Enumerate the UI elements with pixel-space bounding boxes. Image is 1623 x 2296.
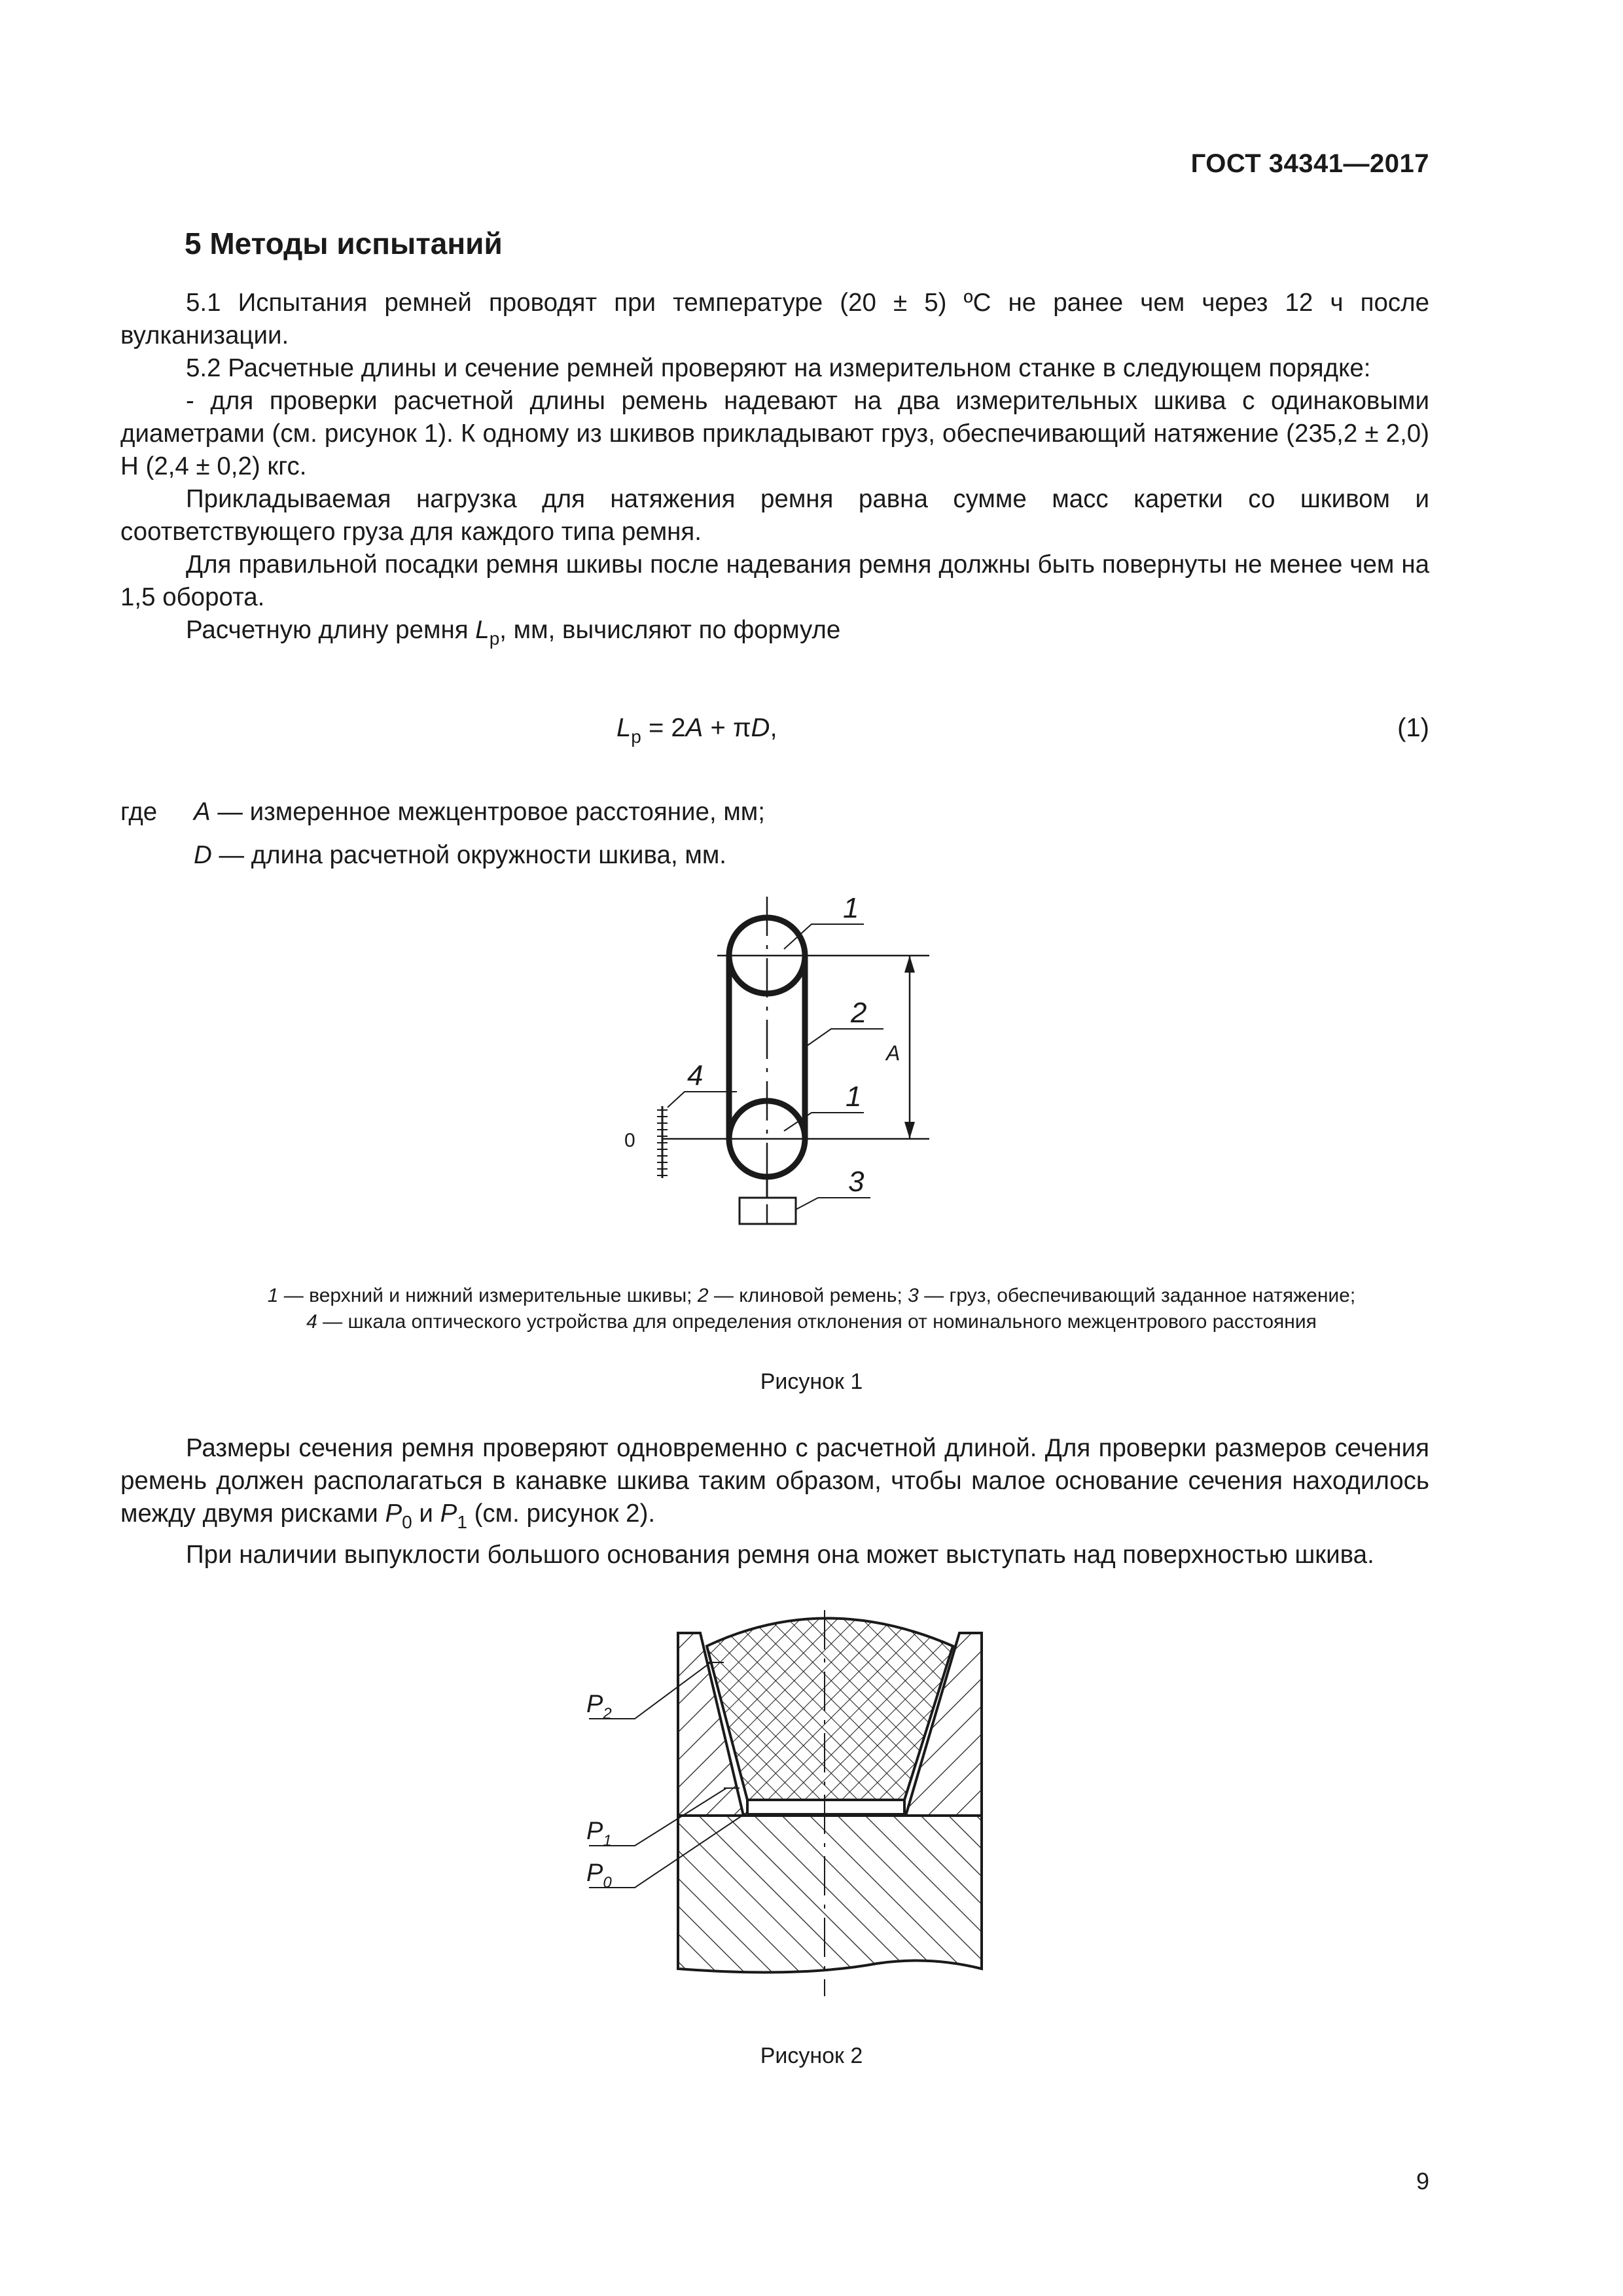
paragraph-seating: Для правильной посадки ремня шкивы после надевания ремня должны быть повернуты не менее чем на 1,5 оборота. (120, 550, 1429, 611)
callout-4: 4 (687, 1060, 704, 1092)
dimension-a-label: А (886, 1041, 901, 1065)
where-def: D — длина расчетной окружности шкива, мм. (194, 841, 726, 869)
paragraph-5-2-item: - для проверки расчетной длины ремень надевают на два измерительных шкива с одинаковыми диаметрами (см. рисунок 1). К одному из шкивов прикладывают груз, обеспечивающий натяжение (235,2 ± 2,0) Н (2,4 ± 0,2) кгс. (120, 387, 1429, 480)
calc-var: L (475, 616, 490, 644)
page-number: 9 (1416, 2168, 1429, 2195)
calc-text-end: , мм, вычисляют по формуле (499, 616, 841, 644)
legend-line: 1 — верхний и нижний измерительные шкивы; 2 — клиновой ремень; 3 — груз, обеспечивающий заданное натяжение; (267, 1285, 1356, 1306)
where-def: A — измеренное межцентровое расстояние, мм; (194, 798, 765, 826)
arrow-down-icon (904, 1122, 915, 1139)
document-code: ГОСТ 34341—2017 (1190, 149, 1429, 178)
figure-2-diagram (563, 1597, 1008, 2016)
figure-1-legend (120, 1283, 1503, 1335)
figure-2-title: Рисунок 2 (760, 2043, 863, 2068)
belt-small-base (747, 1800, 904, 1814)
label-p1: $P_1$ (586, 1818, 612, 1850)
paragraph-section-check: Размеры сечения ремня проверяют одновременно с расчетной длиной. Для проверки размеров сечения ремень должен располагаться в канавке шкива таким образом, чтобы малое основание сечения находилось между двумя рисками $P_0$ и $P_1$ (см. рисунок 2). (120, 1434, 1429, 1532)
figure-1-diagram (589, 870, 1034, 1250)
body-text (120, 1432, 1429, 1571)
label-p0: $P_0$ (586, 1859, 612, 1892)
arrow-up-icon (904, 956, 915, 973)
formula-expression: $L_p = 2A + \pi D$, (616, 713, 777, 747)
figure-1-title: Рисунок 1 (760, 1369, 863, 1394)
body-text (120, 287, 1429, 655)
paragraph-5-2: 5.2 Расчетные длины и сечение ремней проверяют на измерительном станке в следующем порядке: (186, 354, 1371, 382)
paragraph-calc (120, 614, 1429, 655)
label-p2: $P_2$ (586, 1691, 612, 1723)
paragraph-convexity: При наличии выпуклости большого основания ремня она может выступать над поверхностью шкива. (186, 1541, 1374, 1569)
legend-line: 4 — шкала оптического устройства для определения отклонения от номинального межцентрового расстояния (306, 1311, 1317, 1333)
callout-2: 2 (851, 997, 867, 1029)
where-lead: где (120, 798, 158, 826)
callout-1-bottom: 1 (846, 1081, 862, 1113)
pulley-body (678, 1816, 982, 1972)
calc-sub: p (489, 628, 500, 649)
section-title: 5 Методы испытаний (185, 226, 503, 260)
paragraph-load: Прикладываемая нагрузка для натяжения ремня равна сумме масс каретки со шкивом и соответствующего груза для каждого типа ремня. (120, 485, 1429, 546)
leader-2 (805, 1029, 883, 1047)
calc-text: Расчетную длину ремня (186, 616, 476, 644)
leader-3 (796, 1198, 870, 1210)
callout-1-top: 1 (843, 892, 859, 924)
paragraph-5-1: 5.1 Испытания ремней проводят при температуре (20 ± 5) ºС не ранее чем через 12 ч после вулканизации. (120, 289, 1429, 350)
formula-number: (1) (1397, 713, 1429, 742)
callout-3: 3 (848, 1166, 865, 1198)
belt-cross-section (707, 1619, 953, 1801)
scale-zero-label: 0 (624, 1130, 635, 1151)
